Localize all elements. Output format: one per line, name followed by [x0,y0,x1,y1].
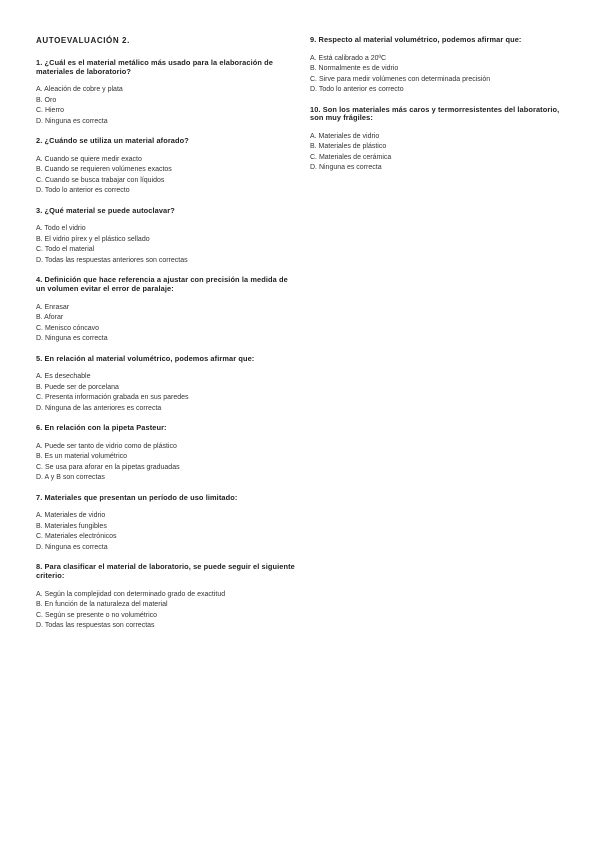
question-text: 10. Son los materiales más caros y termorresistentes del laboratorio, son muy frágiles: [310,104,560,123]
question-block [36,59,296,127]
answer-option: A. Aleación de cobre y plata [36,86,123,94]
answer-options [36,303,296,345]
answer-option: D. Todas las respuestas son correctas [36,622,155,630]
answer-options [36,590,296,632]
answer-options [36,85,296,127]
answer-option: C. Según se presente o no volumétrico [36,611,158,619]
answer-option: A. Cuando se quiere medir exacto [36,155,142,163]
answer-options [36,155,296,197]
answer-option: B. Materiales fungibles [36,522,107,530]
answer-option: C. Menisco cóncavo [36,324,100,332]
answer-options [310,54,565,96]
answer-option: B. Oro [36,96,57,104]
question-block [36,494,296,554]
document-title: AUTOEVALUACIÓN 2. [36,36,130,45]
answer-option: C. Presenta información grabada en sus paredes [36,394,189,402]
answer-option: D. Todo lo anterior es correcto [310,86,404,94]
answer-options [36,372,296,414]
answer-option: C. Cuando se busca trabajar con líquidos [36,176,165,184]
answer-option: A. Está calibrado a 20ºC [310,54,387,62]
answer-option: A. Todo el vidrio [36,225,86,233]
question-text: 2. ¿Cuándo se utiliza un material aforado? [36,136,189,146]
answer-option: D. A y B son correctas [36,474,105,482]
answer-option: C. Se usa para aforar en la pipetas graduadas [36,463,180,471]
right-question-list [310,36,565,174]
answer-option: A. Es desechable [36,373,91,381]
left-column [36,36,296,642]
answer-option: B. En función de la naturaleza del material [36,601,168,609]
answer-option: C. Sirve para medir volúmenes con determinada precisión [310,75,491,83]
question-text: 7. Materiales que presentan un período de uso limitado: [36,492,238,502]
question-text: 1. ¿Cuál es el material metálico más usado para la elaboración de materiales de laboratorio? [36,58,273,76]
answer-option: A. Materiales de vidrio [36,512,106,520]
answer-option: C. Hierro [36,107,65,115]
question-block [36,355,296,415]
answer-option: B. Puede ser de porcelana [36,383,119,391]
answer-option: D. Ninguna es correcta [36,543,108,551]
question-text: 5. En relación al material volumétrico, podemos afirmar que: [36,353,255,363]
right-column [310,36,565,184]
question-block [36,137,296,197]
question-block [36,276,296,344]
question-text: 4. Definición que hace referencia a ajustar con precisión la medida de un volumen evitar el error de paralaje: [36,275,288,293]
answer-option: B. Es un material volumétrico [36,453,128,461]
answer-option: D. Ninguna de las anteriores es correcta [36,404,162,412]
question-block [36,207,296,267]
answer-option: C. Todo el material [36,246,95,254]
answer-option: A. Materiales de vidrio [310,132,380,140]
left-question-list [36,59,296,632]
answer-option: B. Aforar [36,314,64,322]
answer-option: D. Ninguna es correcta [310,164,382,172]
question-text: 9. Respecto al material volumétrico, podemos afirmar que: [310,35,522,44]
question-block [36,563,296,631]
answer-option: D. Ninguna es correcta [36,335,108,343]
question-text: 6. En relación con la pipeta Pasteur: [36,423,167,433]
question-text: 8. Para clasificar el material de laboratorio, se puede seguir el siguiente criterio: [36,562,295,580]
answer-options [36,224,296,266]
answer-option: A. Según la complejidad con determinado grado de exactitud [36,590,226,598]
answer-option: B. Normalmente es de vidrio [310,65,399,73]
answer-option: A. Enrasar [36,303,70,311]
answer-option: B. El vidrio pírex y el plástico sellado [36,235,150,243]
answer-option: D. Todas las respuestas anteriores son correctas [36,256,188,264]
answer-option: C. Materiales electrónicos [36,533,117,541]
answer-option: D. Ninguna es correcta [36,117,108,125]
question-block [310,36,565,96]
answer-option: B. Cuando se requieren volúmenes exactos [36,166,172,174]
answer-option: A. Puede ser tanto de vidrio como de plástico [36,442,177,450]
answer-option: C. Materiales de cerámica [310,153,392,161]
answer-options [36,442,296,484]
question-text: 3. ¿Qué material se puede autoclavar? [36,205,175,215]
answer-options [310,132,565,174]
question-block [36,424,296,484]
question-block [310,106,565,174]
answer-option: D. Todo lo anterior es correcto [36,187,130,195]
answer-options [36,511,296,553]
answer-option: B. Materiales de plástico [310,143,387,151]
